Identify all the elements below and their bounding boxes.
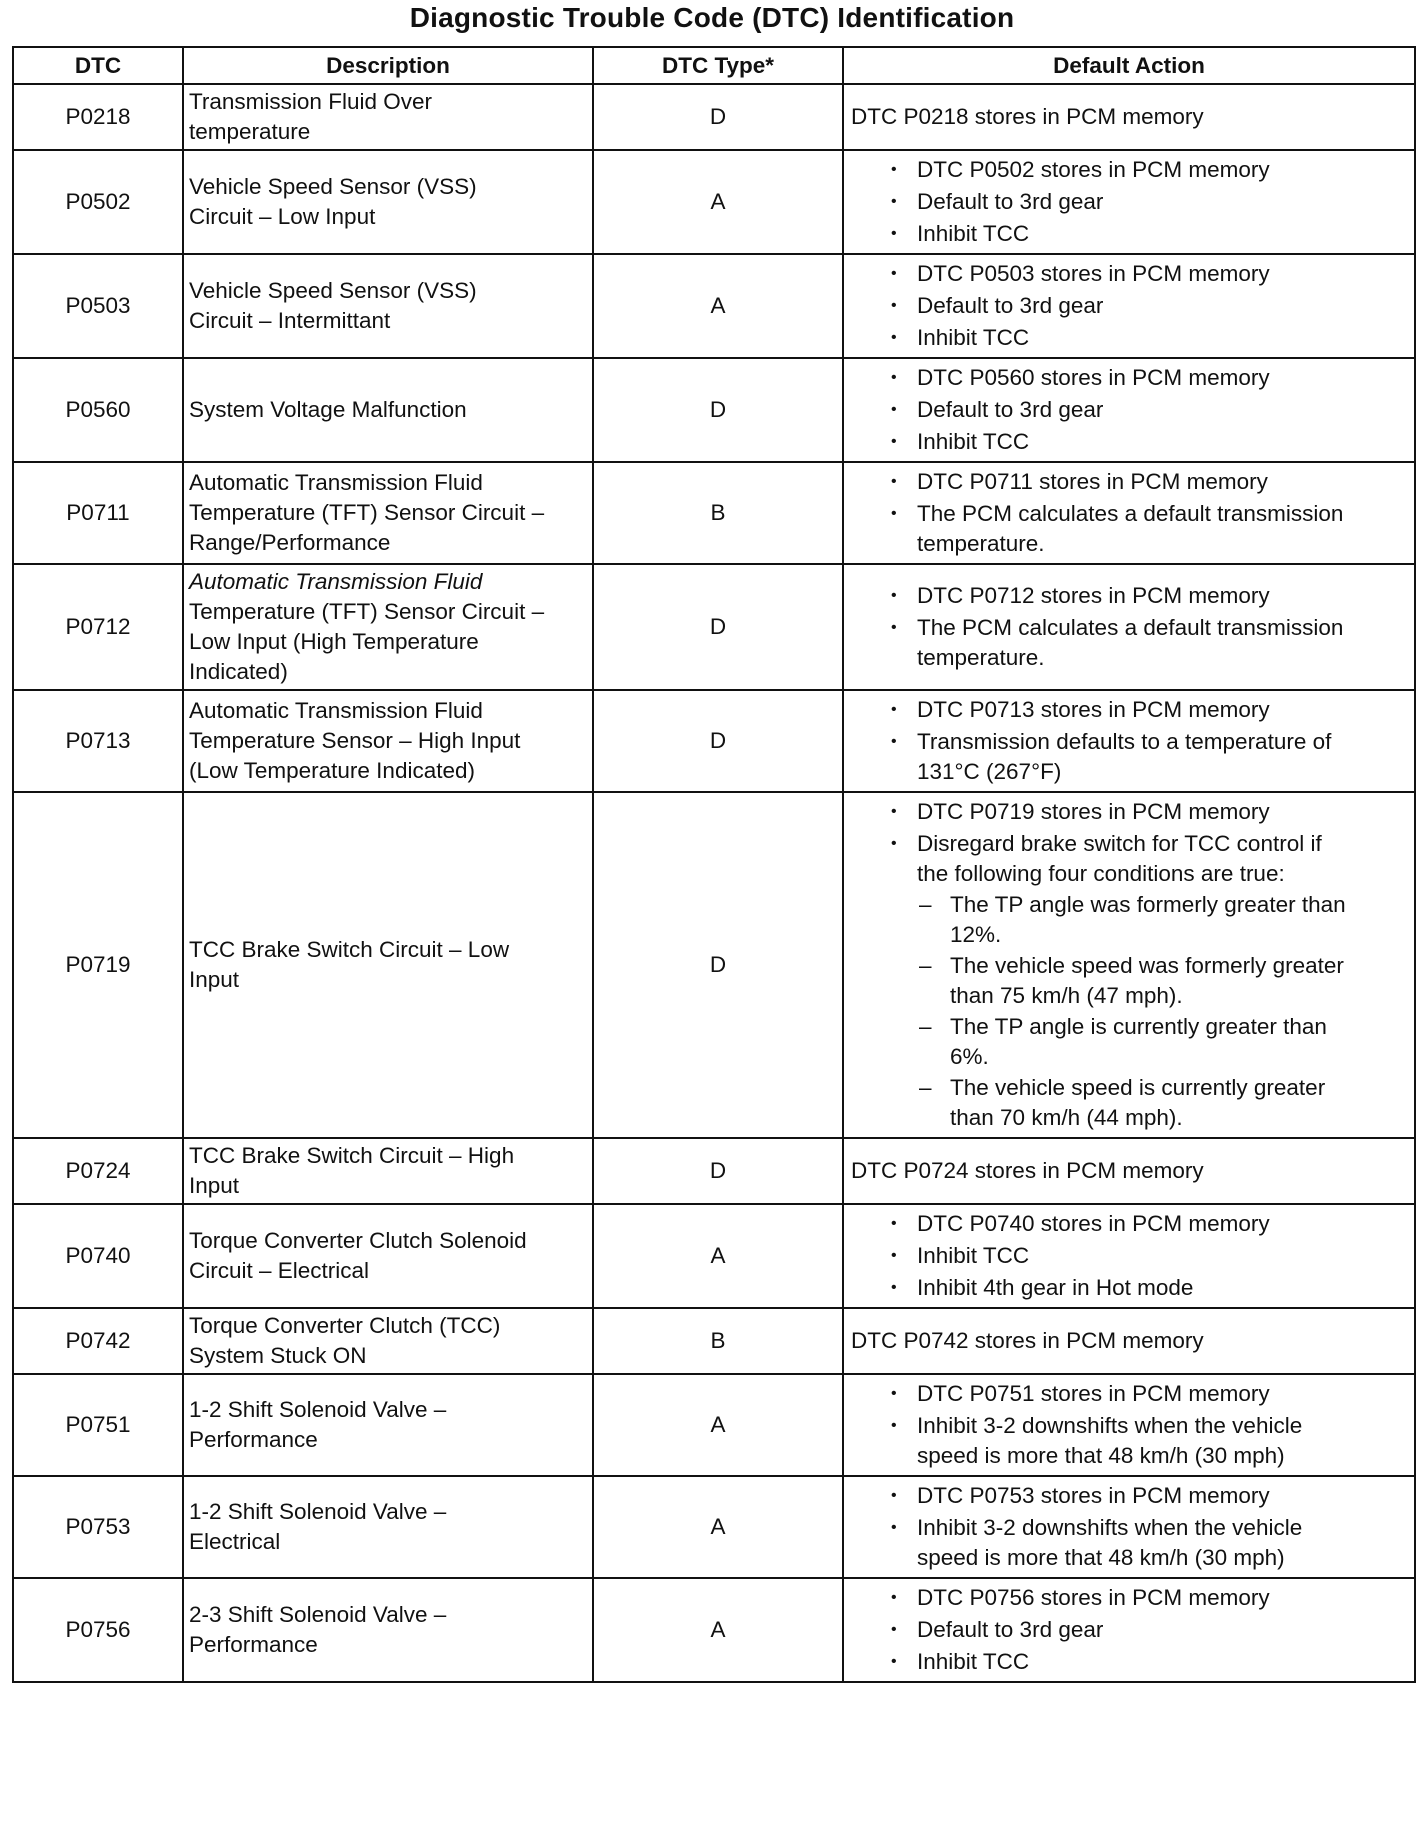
action-bullet-item [849, 1209, 1409, 1239]
action-bullet-line: • DTC P0756 stores in PCM memory [917, 1585, 1270, 1610]
dtc-code-cell: P0503 [13, 254, 183, 358]
condition-line: – The TP angle is currently greater than [950, 1014, 1327, 1039]
action-bullet-item [849, 1241, 1409, 1271]
description-cell [183, 150, 593, 254]
action-bullet-line: 131°C (267°F) [917, 759, 1062, 784]
default-action-cell [843, 1374, 1415, 1476]
table-row [13, 462, 1415, 564]
page-title: Diagnostic Trouble Code (DTC) Identification [409, 2, 1015, 33]
condition-item [917, 890, 1409, 950]
default-action-cell [843, 1138, 1415, 1204]
action-bullet-line: • Inhibit 3-2 downshifts when the vehicle [917, 1413, 1303, 1438]
action-bullet-line: • Default to 3rd gear [917, 189, 1104, 214]
description-line: (Low Temperature Indicated) [189, 758, 475, 783]
action-bullet-item [849, 695, 1409, 725]
table-row [13, 1308, 1415, 1374]
dtc-code-cell: P0502 [13, 150, 183, 254]
description-cell [183, 358, 593, 462]
action-bullet-line: • Default to 3rd gear [917, 397, 1104, 422]
table-row [13, 1374, 1415, 1476]
dtc-type-cell: D [593, 84, 843, 150]
dtc-code-cell: P0711 [13, 462, 183, 564]
description-cell [183, 1374, 593, 1476]
action-bullet-item [849, 1615, 1409, 1645]
description-line: 1-2 Shift Solenoid Valve – [189, 1499, 447, 1524]
dtc-type-cell: A [593, 1578, 843, 1682]
dtc-code-cell: P0218 [13, 84, 183, 150]
description-line: Range/Performance [189, 530, 391, 555]
action-bullet-line: • Inhibit TCC [917, 221, 1030, 246]
table-header-row [13, 47, 1415, 84]
action-bullet-line: • Inhibit 4th gear in Hot mode [917, 1275, 1194, 1300]
action-bullet-line: temperature. [917, 531, 1045, 556]
action-bullet-line: • DTC P0719 stores in PCM memory [917, 799, 1270, 824]
action-bullet-item [849, 155, 1409, 185]
action-bullet-line: • Transmission defaults to a temperature of [917, 729, 1332, 754]
dtc-type-cell: D [593, 690, 843, 792]
action-bullet-line: • DTC P0502 stores in PCM memory [917, 157, 1270, 182]
table-row [13, 84, 1415, 150]
condition-item [917, 1012, 1409, 1072]
action-bullet-list [849, 1209, 1409, 1303]
action-bullet-item [849, 581, 1409, 611]
dtc-code-cell: P0740 [13, 1204, 183, 1308]
default-action-cell [843, 150, 1415, 254]
description-cell [183, 564, 593, 690]
action-bullet-list [849, 797, 1409, 1133]
action-bullet-line: • The PCM calculates a default transmission [917, 615, 1344, 640]
dtc-type-cell: D [593, 358, 843, 462]
dtc-type-cell: D [593, 792, 843, 1138]
action-bullet-line: • Inhibit TCC [917, 325, 1030, 350]
description-cell [183, 254, 593, 358]
condition-line: than 70 km/h (44 mph). [950, 1105, 1183, 1130]
dtc-type-cell: D [593, 1138, 843, 1204]
table-row [13, 254, 1415, 358]
description-cell [183, 1578, 593, 1682]
action-bullet-item [849, 467, 1409, 497]
default-action-cell [843, 462, 1415, 564]
action-bullet-line: • Disregard brake switch for TCC control if [917, 831, 1322, 856]
action-bullet-list [849, 259, 1409, 353]
description-cell [183, 84, 593, 150]
dtc-code-cell: P0756 [13, 1578, 183, 1682]
condition-item [917, 1073, 1409, 1133]
action-bullet-item [849, 727, 1409, 787]
description-line: Automatic Transmission Fluid [189, 470, 483, 495]
action-bullet-line: • Inhibit 3-2 downshifts when the vehicle [917, 1515, 1303, 1540]
action-bullet-list [849, 1583, 1409, 1677]
action-bullet-item [849, 187, 1409, 217]
dtc-type-cell: A [593, 1204, 843, 1308]
table-row [13, 1578, 1415, 1682]
default-action-cell [843, 84, 1415, 150]
description-line: 2-3 Shift Solenoid Valve – [189, 1602, 447, 1627]
dtc-type-cell: A [593, 150, 843, 254]
default-action-cell [843, 564, 1415, 690]
default-action-cell [843, 792, 1415, 1138]
description-cell [183, 1308, 593, 1374]
dtc-type-cell: A [593, 1374, 843, 1476]
description-line: Circuit – Low Input [189, 204, 376, 229]
action-bullet-item [849, 1379, 1409, 1409]
action-bullet-line: • DTC P0560 stores in PCM memory [917, 365, 1270, 390]
action-bullet-line: • DTC P0740 stores in PCM memory [917, 1211, 1270, 1236]
table-row [13, 564, 1415, 690]
description-line: Input [189, 1173, 240, 1198]
action-bullet-item [849, 259, 1409, 289]
dtc-code-cell: P0753 [13, 1476, 183, 1578]
dtc-code-cell: P0719 [13, 792, 183, 1138]
default-action-cell [843, 358, 1415, 462]
default-action-cell [843, 1476, 1415, 1578]
description-line: TCC Brake Switch Circuit – High [189, 1143, 515, 1168]
action-bullet-list [849, 581, 1409, 673]
default-action-text: DTC P0218 stores in PCM memory [851, 104, 1204, 129]
action-bullet-item [849, 363, 1409, 393]
action-bullet-line: • Inhibit TCC [917, 1649, 1030, 1674]
action-bullet-item [849, 829, 1409, 1133]
action-bullet-line: speed is more that 48 km/h (30 mph) [917, 1545, 1285, 1570]
default-action-cell [843, 1204, 1415, 1308]
action-bullet-item [849, 613, 1409, 673]
condition-line: 12%. [950, 922, 1002, 947]
dtc-type-cell: D [593, 564, 843, 690]
action-bullet-line: • Inhibit TCC [917, 1243, 1030, 1268]
action-bullet-item [849, 1273, 1409, 1303]
dtc-code-cell: P0560 [13, 358, 183, 462]
table-row [13, 1476, 1415, 1578]
description-line: Low Input (High Temperature [189, 629, 479, 654]
description-line: Vehicle Speed Sensor (VSS) [189, 278, 477, 303]
default-action-cell [843, 1308, 1415, 1374]
header-dtc-type: DTC Type* [593, 47, 843, 84]
default-action-cell [843, 254, 1415, 358]
header-description: Description [183, 47, 593, 84]
action-bullet-line: temperature. [917, 645, 1045, 670]
action-bullet-line: • DTC P0503 stores in PCM memory [917, 261, 1270, 286]
default-action-text: DTC P0742 stores in PCM memory [851, 1328, 1204, 1353]
condition-list [917, 890, 1409, 1133]
description-cell [183, 1476, 593, 1578]
description-line: Temperature Sensor – High Input [189, 728, 521, 753]
description-line: Temperature (TFT) Sensor Circuit – [189, 500, 545, 525]
action-bullet-item [849, 1647, 1409, 1677]
condition-line: – The vehicle speed is currently greater [950, 1075, 1326, 1100]
description-line: TCC Brake Switch Circuit – Low [189, 937, 510, 962]
condition-line: 6%. [950, 1044, 989, 1069]
condition-line: – The TP angle was formerly greater than [950, 892, 1346, 917]
dtc-type-cell: A [593, 1476, 843, 1578]
action-bullet-line: • DTC P0711 stores in PCM memory [917, 469, 1268, 494]
description-cell [183, 462, 593, 564]
description-line: Input [189, 967, 240, 992]
description-line: Circuit – Electrical [189, 1258, 370, 1283]
condition-line: than 75 km/h (47 mph). [950, 983, 1183, 1008]
action-bullet-line: • DTC P0751 stores in PCM memory [917, 1381, 1270, 1406]
header-default-action: Default Action [843, 47, 1415, 84]
description-line: Automatic Transmission Fluid [189, 569, 483, 594]
table-row [13, 690, 1415, 792]
action-bullet-item [849, 1583, 1409, 1613]
dtc-table [12, 46, 1416, 1683]
action-bullet-item [849, 1513, 1409, 1573]
table-row [13, 1204, 1415, 1308]
action-bullet-item [849, 797, 1409, 827]
action-bullet-line: • DTC P0713 stores in PCM memory [917, 697, 1270, 722]
action-bullet-line: the following four conditions are true: [917, 861, 1285, 886]
description-line: Vehicle Speed Sensor (VSS) [189, 174, 477, 199]
action-bullet-item [849, 323, 1409, 353]
description-line: temperature [189, 119, 311, 144]
header-dtc: DTC [13, 47, 183, 84]
dtc-code-cell: P0712 [13, 564, 183, 690]
description-line: Indicated) [189, 659, 288, 684]
description-cell [183, 1204, 593, 1308]
dtc-type-cell: B [593, 1308, 843, 1374]
action-bullet-line: • DTC P0712 stores in PCM memory [917, 583, 1270, 608]
default-action-cell [843, 1578, 1415, 1682]
action-bullet-line: • Inhibit TCC [917, 429, 1030, 454]
description-line: Temperature (TFT) Sensor Circuit – [189, 599, 545, 624]
table-row [13, 1138, 1415, 1204]
table-row [13, 150, 1415, 254]
action-bullet-item [849, 1411, 1409, 1471]
action-bullet-item [849, 395, 1409, 425]
default-action-text: DTC P0724 stores in PCM memory [851, 1158, 1204, 1183]
description-cell [183, 690, 593, 792]
dtc-type-cell: A [593, 254, 843, 358]
table-row [13, 792, 1415, 1138]
description-cell [183, 792, 593, 1138]
description-line: Electrical [189, 1529, 281, 1554]
description-line: 1-2 Shift Solenoid Valve – [189, 1397, 447, 1422]
dtc-code-cell: P0724 [13, 1138, 183, 1204]
action-bullet-item [849, 427, 1409, 457]
default-action-cell [843, 690, 1415, 792]
condition-line: – The vehicle speed was formerly greater [950, 953, 1344, 978]
action-bullet-list [849, 363, 1409, 457]
dtc-code-cell: P0751 [13, 1374, 183, 1476]
description-cell [183, 1138, 593, 1204]
action-bullet-list [849, 695, 1409, 787]
description-line: System Voltage Malfunction [189, 397, 467, 422]
action-bullet-item [849, 1481, 1409, 1511]
action-bullet-list [849, 1379, 1409, 1471]
table-body [13, 84, 1415, 1682]
action-bullet-line: • DTC P0753 stores in PCM memory [917, 1483, 1270, 1508]
description-line: System Stuck ON [189, 1343, 367, 1368]
description-line: Performance [189, 1632, 318, 1657]
table-row [13, 358, 1415, 462]
description-line: Transmission Fluid Over [189, 89, 432, 114]
description-line: Automatic Transmission Fluid [189, 698, 483, 723]
dtc-code-cell: P0713 [13, 690, 183, 792]
description-line: Performance [189, 1427, 318, 1452]
condition-item [917, 951, 1409, 1011]
description-line: Torque Converter Clutch Solenoid [189, 1228, 527, 1253]
action-bullet-list [849, 1481, 1409, 1573]
action-bullet-item [849, 219, 1409, 249]
action-bullet-list [849, 155, 1409, 249]
action-bullet-line: • Default to 3rd gear [917, 293, 1104, 318]
description-line: Circuit – Intermittant [189, 308, 391, 333]
dtc-type-cell: B [593, 462, 843, 564]
dtc-code-cell: P0742 [13, 1308, 183, 1374]
action-bullet-line: • The PCM calculates a default transmission [917, 501, 1344, 526]
action-bullet-line: speed is more that 48 km/h (30 mph) [917, 1443, 1285, 1468]
description-line: Torque Converter Clutch (TCC) [189, 1313, 501, 1338]
action-bullet-item [849, 291, 1409, 321]
action-bullet-item [849, 499, 1409, 559]
action-bullet-list [849, 467, 1409, 559]
action-bullet-line: • Default to 3rd gear [917, 1617, 1104, 1642]
